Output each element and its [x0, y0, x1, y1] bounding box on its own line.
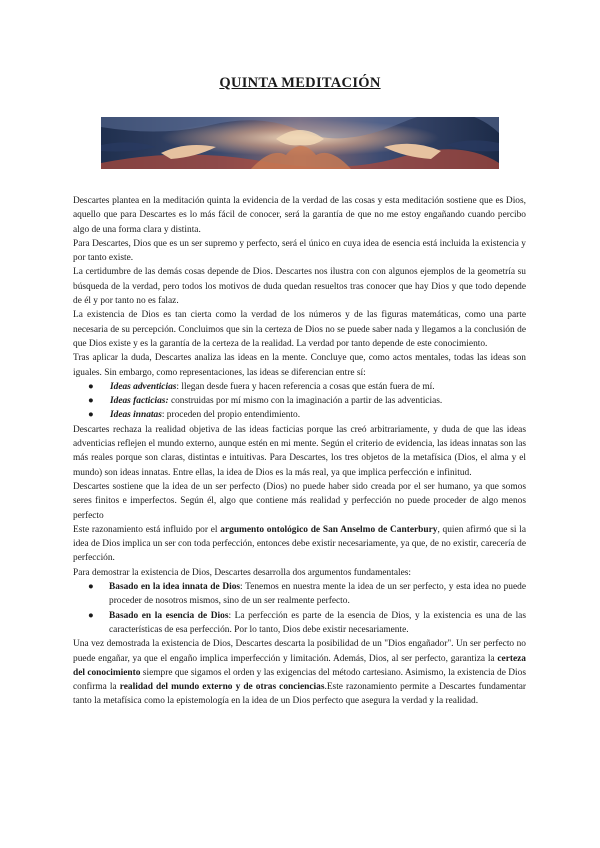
definition: : proceden del propio entendimiento. [161, 410, 301, 421]
bullet-icon: ● [88, 582, 94, 593]
emphasis: certeza del conocimiento [73, 653, 526, 678]
emphasis: argumento ontológico de San Anselmo de Canterbury [220, 524, 438, 535]
bullet-icon: ● [88, 381, 94, 392]
list-item [73, 408, 526, 422]
banner-painting [101, 117, 499, 169]
paragraph: La certidumbre de las demás cosas depende de Dios. Descartes nos ilustra con con algunos ejemplos de la geometría su búsqueda de la verdad, pero todos los motivos de duda quedan resueltos tras conocer que hay Dios y que todo depende de él y por tanto no es falaz. [73, 267, 526, 307]
list-item [73, 380, 526, 394]
list-item [73, 609, 526, 638]
definition: : Tenemos en nuestra mente la idea de un ser perfecto, y esta idea no puede proceder de nosotros mismos, sino de un ser realmente perfecto. [109, 582, 526, 607]
paragraph: Para demostrar la existencia de Dios, Descartes desarrolla dos argumentos fundamentales: [73, 567, 411, 578]
emphasis: realidad del mundo externo y de otras conciencias [119, 682, 325, 693]
term: Basado en la idea innata de Dios [109, 582, 241, 593]
painting-hands-of-god-icon [101, 117, 499, 169]
paragraph: Tras aplicar la duda, Descartes analiza las ideas en la mente. Concluye que, como actos mentales, todas las ideas son iguales. Sin embargo, como representaciones, las ideas se diferencian entre sí: [73, 353, 526, 378]
term: Ideas innatas [110, 410, 162, 421]
list-item [73, 394, 526, 408]
list-item [73, 580, 526, 609]
paragraph: Descartes rechaza la realidad objetiva de las ideas facticias porque las creó arbitrariamente, y duda de que las ideas adventicias reflejen el mundo externo, aunque estén en mi mente. Según el criterio de evidencia, las ideas innatas son las más reales porque son claras, distintas e intuitivas. Para Descartes, los tres objetos de la metafísica (Dios, el alma y el mundo) son ideas innatas. Entre ellas, la idea de Dios es la más real, ya que implica perfección e infinitud. [73, 424, 526, 478]
term: Ideas facticias: [110, 396, 169, 407]
paragraph: Una vez demostrada la existencia de Dios, Descartes descarta la posibilidad de un "Dios engañador". Un ser perfecto no puede engañar, ya que el engaño implica imperfección y limitación. Además, Dios, al ser perfecto, garantiza la certeza del conocimiento siempre que sigamos el orden y las exigencias del método cartesiano. Asimismo, la existencia de Dios confirma la realidad del mundo externo y de otras conciencias.Este razonamiento permite a Descartes fundamentar tanto la metafísica como la epistemología en la idea de un Dios perfecto que asegura la verdad y la realidad. [73, 639, 526, 707]
term: Basado en la esencia de Dios [109, 610, 229, 621]
document-body [73, 194, 526, 709]
paragraph: Descartes sostiene que la idea de un ser perfecto (Dios) no puede haber sido creada por el ser humano, ya que somos seres finitos e imperfectos. Según él, algo que contiene más realidad y perfección no puede proceder de algo menos perfecto [73, 481, 526, 521]
bullet-icon: ● [88, 610, 94, 621]
page-title: QUINTA MEDITACIÓN [219, 75, 381, 91]
arguments-list [73, 580, 526, 637]
term: Ideas adventicias [110, 381, 177, 392]
bullet-icon: ● [88, 410, 94, 421]
definition: : La perfección es parte de la esencia de Dios, y la existencia es una de las características de esa perfección. Por lo tanto, Dios debe existir necesariamente. [109, 610, 526, 635]
definition: construidas por mí mismo con la imaginación a partir de las adventicias. [168, 396, 443, 407]
bullet-icon: ● [88, 396, 94, 407]
paragraph: Para Descartes, Dios que es un ser supremo y perfecto, será el único en cuya idea de esencia está incluida la existencia y por tanto existe. [73, 238, 526, 264]
paragraph: Este razonamiento está influido por el argumento ontológico de San Anselmo de Canterbury, quien afirmó que si la idea de Dios implica un ser con toda perfección, entonces debe existir necesariamente, ya que, de no existir, carecería de perfección. [73, 524, 526, 564]
paragraph: Descartes plantea en la meditación quinta la evidencia de la verdad de las cosas y esta meditación sostiene que es Dios, aquello que para Descartes es lo más fácil de conocer, será la garantía de que no me estoy engañando cuando percibo algo de una forma clara y distinta. [73, 196, 526, 235]
paragraph: La existencia de Dios es tan cierta como la verdad de los números y de las figuras matemáticas, como una parte necesaria de su percepción. Concluimos que sin la certeza de Dios no se puede saber nada y llegamos a la conclusión de que Dios existe y es la garantía de la certeza de la realidad. La verdad por tanto depende de este conocimiento. [73, 310, 526, 349]
ideas-list [73, 380, 526, 423]
definition: : llegan desde fuera y hacen referencia a cosas que están fuera de mí. [176, 381, 435, 392]
